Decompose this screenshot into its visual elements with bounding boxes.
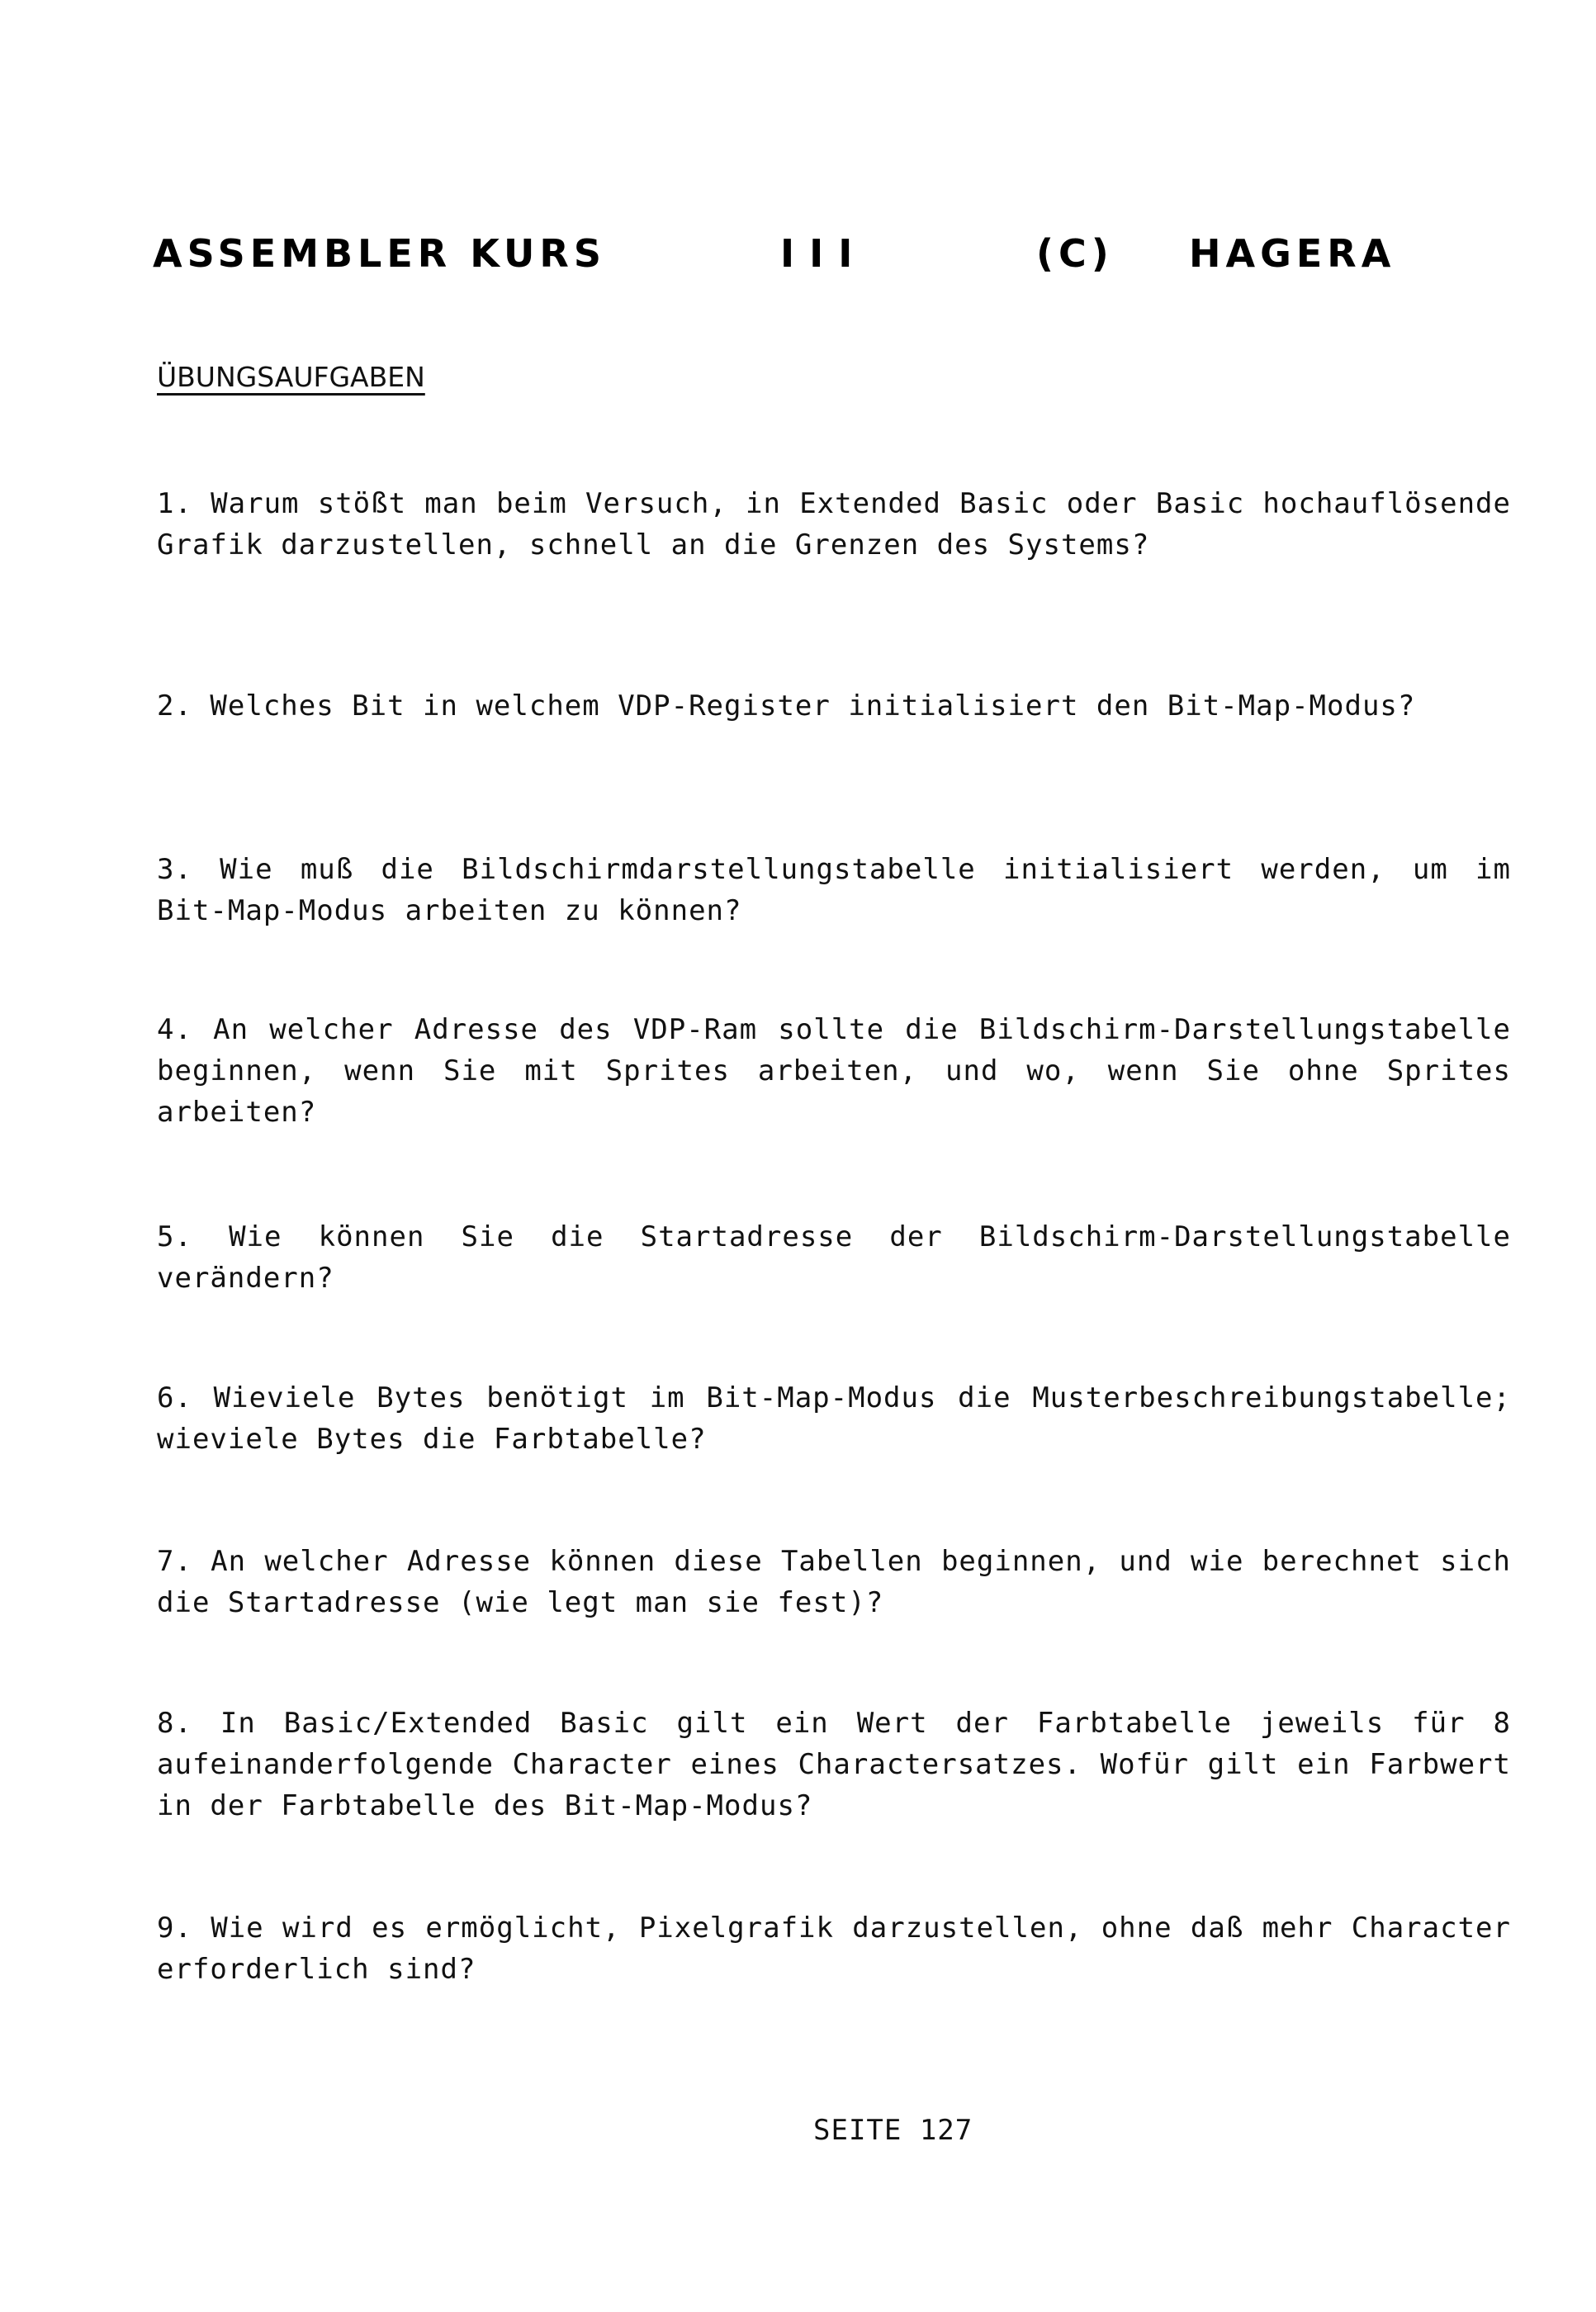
- question-4: 4. An welcher Adresse des VDP-Ram sollte die Bildschirm-Darstellungstabelle beginnen, wenn Sie mit Sprites arbeiten, und wo, wenn Sie ohne Sprites arbeiten?: [157, 1013, 1511, 1129]
- question-5: 5. Wie können Sie die Startadresse der Bildschirm-Darstellungstabelle verändern?: [157, 1220, 1511, 1295]
- course-title: ASSEMBLER KURS: [153, 231, 606, 276]
- question-1: 1. Warum stößt man beim Versuch, in Extended Basic oder Basic hochauflösende Grafik darzustellen, schnell an die Grenzen des Systems?: [157, 487, 1511, 561]
- section-title: ÜBUNGSAUFGABEN: [157, 361, 425, 393]
- question-8: 8. In Basic/Extended Basic gilt ein Wert der Farbtabelle jeweils für 8 aufeinanderfolgende Character eines Charactersatzes. Wofür gilt ein Farbwert in der Farbtabelle des Bit-Map-Modus?: [157, 1707, 1511, 1822]
- course-part: III: [780, 231, 868, 276]
- page-header: [153, 231, 1441, 289]
- question-2: 2. Welches Bit in welchem VDP-Register initialisiert den Bit-Map-Modus?: [157, 689, 1416, 722]
- question-6: 6. Wieviele Bytes benötigt im Bit-Map-Modus die Musterbeschreibungstabelle; wieviele Bytes die Farbtabelle?: [157, 1381, 1511, 1456]
- copyright-mark: (C): [1036, 231, 1114, 276]
- question-9: 9. Wie wird es ermöglicht, Pixelgrafik darzustellen, ohne daß mehr Character erforderlich sind?: [157, 1912, 1511, 1986]
- page-number: SEITE 127: [813, 2114, 973, 2147]
- question-3: 3. Wie muß die Bildschirmdarstellungstabelle initialisiert werden, um im Bit-Map-Modus arbeiten zu können?: [157, 853, 1511, 927]
- question-7: 7. An welcher Adresse können diese Tabellen beginnen, und wie berechnet sich die Startadresse (wie legt man sie fest)?: [157, 1545, 1511, 1619]
- author-name: HAGERA: [1189, 231, 1396, 276]
